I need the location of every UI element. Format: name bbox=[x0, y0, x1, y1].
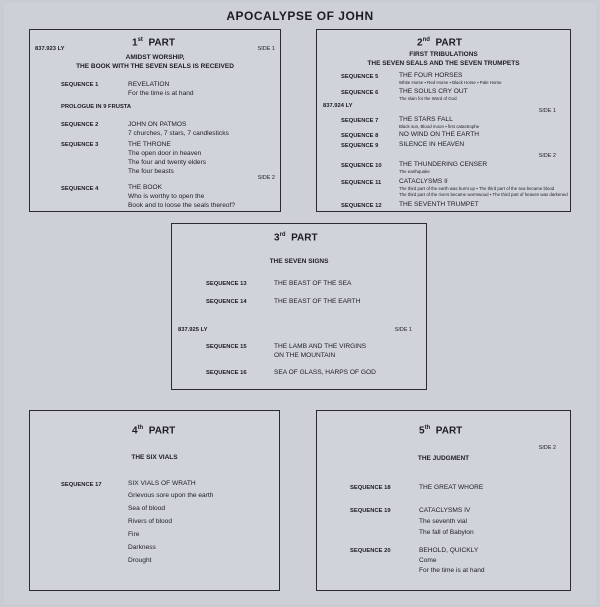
seq-10-label: SEQUENCE 10 bbox=[341, 163, 382, 169]
seq-4-line-2: Book and to loose the seals thereof? bbox=[128, 202, 236, 209]
seq-2-title: JOHN ON PATMOS bbox=[128, 121, 187, 128]
seq-11-sub-1: The third part of the earth was burnt up ▪ The third part of the sea became blood bbox=[399, 186, 555, 191]
seq-20-label: SEQUENCE 20 bbox=[350, 548, 391, 554]
seq-19-line-1: The seventh vial bbox=[419, 518, 468, 525]
part-1-ordinal: st bbox=[137, 37, 143, 43]
seq-8-label: SEQUENCE 8 bbox=[341, 133, 379, 139]
seq-1-line: For the time is at hand bbox=[128, 90, 194, 97]
seq-5-sub: White Horse ▪ Red Horse ▪ Black Horse ▪ Pale Horse bbox=[399, 80, 502, 85]
seq-5-title: THE FOUR HORSES bbox=[399, 72, 463, 79]
seq-5-label: SEQUENCE 5 bbox=[341, 74, 379, 80]
part-2-side-1: SIDE 1 bbox=[538, 108, 556, 114]
part-2-number: 2 bbox=[417, 37, 423, 49]
seq-17-label: SEQUENCE 17 bbox=[61, 482, 102, 488]
part-3-side-1: SIDE 1 bbox=[394, 327, 412, 333]
part-5-number: 5 bbox=[419, 425, 425, 437]
part-3-ordinal: rd bbox=[279, 232, 286, 238]
seq-17-title: SIX VIALS OF WRATH bbox=[128, 480, 196, 487]
part-2-ordinal: nd bbox=[422, 37, 430, 43]
seq-4-line-1: Who is worthy to open the bbox=[128, 193, 205, 200]
part-2-side-2: SIDE 2 bbox=[538, 153, 556, 159]
seq-2-line: 7 churches, 7 stars, 7 candlesticks bbox=[128, 130, 229, 137]
seq-18-label: SEQUENCE 18 bbox=[350, 485, 391, 491]
seq-19-line-2: The fall of Babylon bbox=[419, 529, 474, 536]
part-5-heading bbox=[419, 425, 462, 436]
part-2-box bbox=[316, 29, 571, 212]
seq-4-title: THE BOOK bbox=[128, 184, 163, 191]
part-1-heading bbox=[132, 37, 175, 48]
seq-19-title: CATACLYSMS IV bbox=[419, 507, 471, 514]
seq-16-title: SEA OF GLASS, HARPS OF GOD bbox=[274, 369, 376, 376]
part-3-subtitle: THE SEVEN SIGNS bbox=[269, 258, 329, 265]
part-5-side-2: SIDE 2 bbox=[538, 445, 556, 451]
part-5-ordinal: th bbox=[424, 425, 431, 431]
seq-15-label: SEQUENCE 15 bbox=[206, 344, 247, 350]
seq-11-label: SEQUENCE 11 bbox=[341, 180, 382, 186]
part-1-word: PART bbox=[148, 37, 175, 49]
part-2-heading bbox=[417, 37, 462, 48]
part-4-heading bbox=[132, 425, 175, 436]
part-1-catalog: 837.923 LY bbox=[35, 46, 65, 52]
part-4-number: 4 bbox=[132, 425, 138, 437]
part-2-catalog: 837.924 LY bbox=[323, 103, 353, 109]
seq-1-label: SEQUENCE 1 bbox=[61, 82, 99, 88]
seq-13-title: THE BEAST OF THE SEA bbox=[274, 280, 352, 287]
seq-20-line-2: For the time is at hand bbox=[419, 567, 485, 574]
seq-9-label: SEQUENCE 9 bbox=[341, 143, 379, 149]
seq-3-title: THE THRONE bbox=[128, 141, 171, 148]
part-2-word: PART bbox=[435, 37, 462, 49]
seq-4-label: SEQUENCE 4 bbox=[61, 186, 99, 192]
part-2-subtitle-line-1: FIRST TRIBULATIONS bbox=[409, 51, 478, 58]
part-4-ordinal: th bbox=[137, 425, 144, 431]
seq-10-title: THE THUNDERING CENSER bbox=[399, 161, 488, 168]
part-3-catalog: 837.925 LY bbox=[178, 327, 208, 333]
seq-1-title: REVELATION bbox=[128, 81, 170, 88]
seq-15-title-line-1: THE LAMB AND THE VIRGINS bbox=[274, 343, 367, 350]
part-1-subtitle-line-1: AMIDST WORSHIP, bbox=[125, 54, 185, 61]
part-1-subtitle-line-2: THE BOOK WITH THE SEVEN SEALS IS RECEIVED bbox=[76, 63, 234, 70]
part-1-number: 1 bbox=[132, 37, 138, 49]
seq-8-title: NO WIND ON THE EARTH bbox=[399, 131, 479, 138]
seq-3-line-1: The open door in heaven bbox=[128, 150, 202, 157]
part-4-subtitle: THE SIX VIALS bbox=[131, 454, 178, 461]
seq-10-sub: The earthquake bbox=[399, 169, 430, 174]
part-1-box bbox=[29, 29, 281, 212]
seq-17-line-6: Drought bbox=[128, 557, 152, 564]
part-5-word: PART bbox=[435, 425, 463, 437]
part-2-subtitle-line-2: THE SEVEN SEALS AND THE SEVEN TRUMPETS bbox=[367, 60, 520, 67]
seq-17-line-3: Rivers of blood bbox=[128, 518, 172, 525]
seq-19-label: SEQUENCE 19 bbox=[350, 508, 391, 514]
album-title: APOCALYPSE OF JOHN bbox=[226, 9, 374, 23]
part-3-word: PART bbox=[291, 232, 318, 244]
seq-12-title: THE SEVENTH TRUMPET bbox=[399, 201, 479, 208]
seq-3-line-2: The four and twenty elders bbox=[128, 159, 207, 166]
part-1-side-2: SIDE 2 bbox=[257, 175, 275, 181]
seq-17-line-5: Darkness bbox=[128, 544, 156, 551]
seq-14-title: THE BEAST OF THE EARTH bbox=[274, 298, 361, 305]
seq-7-sub: Black sun, Blood moon ▪ first catastrophe bbox=[399, 124, 480, 129]
part-3-number: 3 bbox=[274, 232, 280, 244]
part-5-box bbox=[316, 410, 571, 591]
part-4-box bbox=[29, 410, 280, 591]
seq-18-title: THE GREAT WHORE bbox=[419, 484, 484, 491]
seq-17-line-2: Sea of blood bbox=[128, 505, 166, 512]
seq-9-title: SILENCE IN HEAVEN bbox=[399, 141, 465, 148]
part-4-word: PART bbox=[148, 425, 176, 437]
part-1-side-1: SIDE 1 bbox=[257, 46, 275, 52]
seq-6-title: THE SOULS CRY OUT bbox=[399, 88, 468, 95]
seq-14-label: SEQUENCE 14 bbox=[206, 299, 247, 305]
seq-17-line-1: Grievous sore upon the earth bbox=[128, 492, 214, 499]
seq-13-label: SEQUENCE 13 bbox=[206, 281, 247, 287]
seq-7-label: SEQUENCE 7 bbox=[341, 118, 379, 124]
seq-6-label: SEQUENCE 6 bbox=[341, 90, 379, 96]
seq-2-label: SEQUENCE 2 bbox=[61, 122, 99, 128]
seq-17-line-4: Fire bbox=[128, 531, 140, 538]
seq-11-sub-2: The third part of the rivers became wormwood ▪ The third part of heaven was darkened bbox=[399, 192, 568, 197]
seq-20-title: BEHOLD, QUICKLY bbox=[419, 547, 479, 554]
seq-7-title: THE STARS FALL bbox=[399, 116, 453, 123]
part-3-box bbox=[171, 223, 427, 390]
seq-11-title: CATACLYSMS II bbox=[399, 178, 448, 185]
prologue-label: PROLOGUE IN 9 FRUSTA bbox=[61, 104, 132, 110]
seq-16-label: SEQUENCE 16 bbox=[206, 370, 247, 376]
seq-15-title-line-2: ON THE MOUNTAIN bbox=[274, 352, 336, 359]
seq-6-sub: The slain for the Word of God bbox=[399, 96, 457, 101]
part-3-heading bbox=[274, 232, 318, 243]
seq-12-label: SEQUENCE 12 bbox=[341, 203, 382, 209]
seq-20-line-1: Come bbox=[419, 557, 437, 564]
seq-3-label: SEQUENCE 3 bbox=[61, 142, 99, 148]
part-5-subtitle: THE JUDGMENT bbox=[417, 455, 470, 462]
seq-3-line-3: The four beasts bbox=[128, 168, 174, 175]
